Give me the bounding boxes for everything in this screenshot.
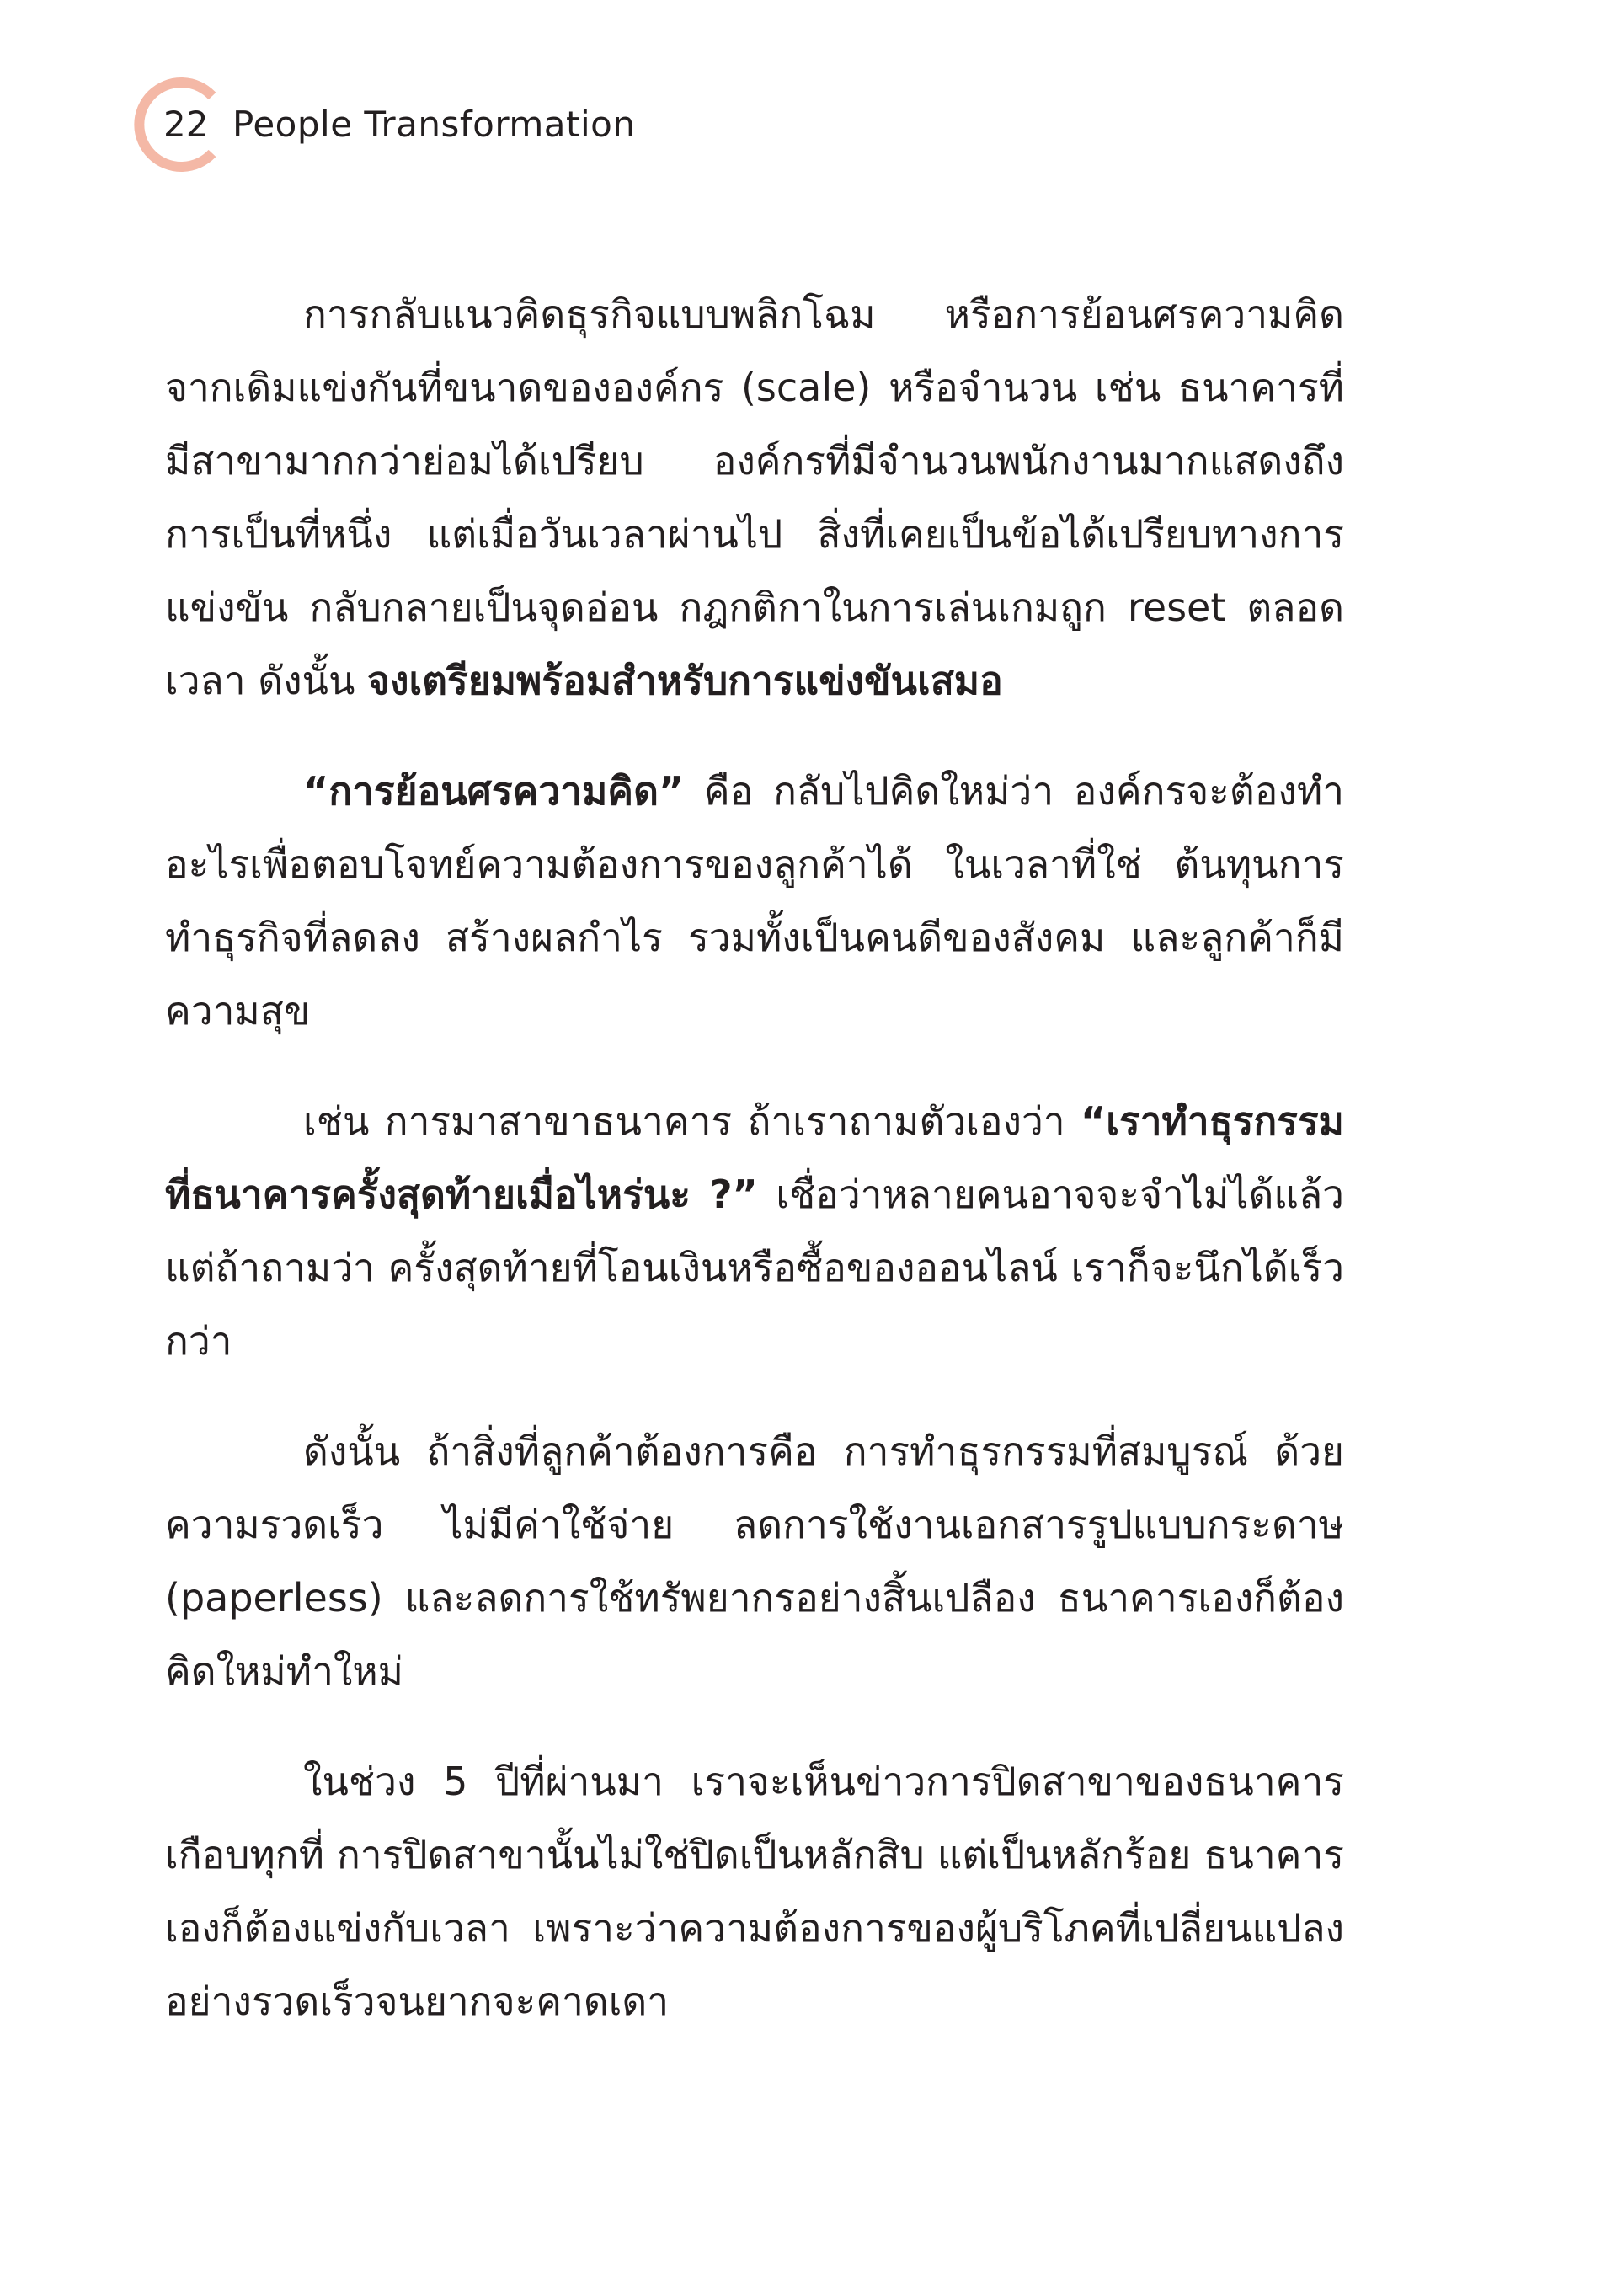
paragraph-4 [165, 1415, 1344, 1708]
paragraph-text: คือ กลับไปคิดใหม่ว่า องค์กรจะต้องทำอะไรเพื่อตอบโจทย์ความต้องการของลูกค้าได้ ในเวลาที่ใช่ ต้นทุนการทำธุรกิจที่ลดลง สร้างผลกำไร รวมทั้งเป็นคนดีของสังคม และลูกค้าก็มีความสุข [165, 768, 1344, 1033]
page-number: 22 [163, 104, 209, 145]
body-text [165, 278, 1344, 2075]
emphasis-text: “การย้อนศรความคิด” [303, 768, 685, 814]
running-title: People Transformation [232, 104, 636, 145]
paragraph-2 [165, 755, 1344, 1048]
paragraph-text: เชื่อว่าหลายคนอาจจะจำไม่ได้แล้ว แต่ถ้าถามว่า ครั้งสุดท้ายที่โอนเงินหรือซื้อของออนไลน์ เราก็จะนึกได้เร็วกว่า [165, 1172, 1344, 1364]
emphasis-text: จงเตรียมพร้อมสำหรับการแข่งขันเสมอ [367, 658, 1003, 703]
paragraph-text: ในช่วง 5 ปีที่ผ่านมา เราจะเห็นข่าวการปิดสาขาของธนาคารเกือบทุกที่ การปิดสาขานั้นไม่ใช่ปิดเป็นหลักสิบ แต่เป็นหลักร้อย ธนาคารเองก็ต้องแข่งกับเวลา เพราะว่าความต้องการของผู้บริโภคที่เปลี่ยนแปลงอย่างรวดเร็วจนยากจะคาดเดา [165, 1759, 1344, 2024]
paragraph-1 [165, 278, 1344, 718]
paragraph-text: ดังนั้น ถ้าสิ่งที่ลูกค้าต้องการคือ การทำธุรกรรมที่สมบูรณ์ ด้วยความรวดเร็ว ไม่มีค่าใช้จ่าย ลดการใช้งานเอกสารรูปแบบกระดาษ (paperless) และลดการใช้ทรัพยากรอย่างสิ้นเปลือง ธนาคารเองก็ต้องคิดใหม่ทำใหม่ [165, 1428, 1344, 1694]
paragraph-3 [165, 1085, 1344, 1378]
paragraph-text: การกลับแนวคิดธุรกิจแบบพลิกโฉม หรือการย้อนศรความคิดจากเดิมแข่งกันที่ขนาดขององค์กร (scale) หรือจำนวน เช่น ธนาคารที่มีสาขามากกว่าย่อมได้เปรียบ องค์กรที่มีจำนวนพนักงานมากแสดงถึงการเป็นที่หนึ่ง แต่เมื่อวันเวลาผ่านไป สิ่งที่เคยเป็นข้อได้เปรียบทางการแข่งขัน กลับกลายเป็นจุดอ่อน กฎกติกาในการเล่นเกมถูก reset ตลอดเวลา ดังนั้น [165, 291, 1344, 703]
paragraph-5 [165, 1745, 1344, 2038]
paragraph-text: เช่น การมาสาขาธนาคาร ถ้าเราถามตัวเองว่า [303, 1098, 1081, 1144]
page-header [125, 74, 883, 175]
emphasis-text: “เราทำธุรกรรมที่ธนาคารครั้งสุดท้ายเมื่อไหร่นะ ?” [165, 1098, 1344, 1217]
